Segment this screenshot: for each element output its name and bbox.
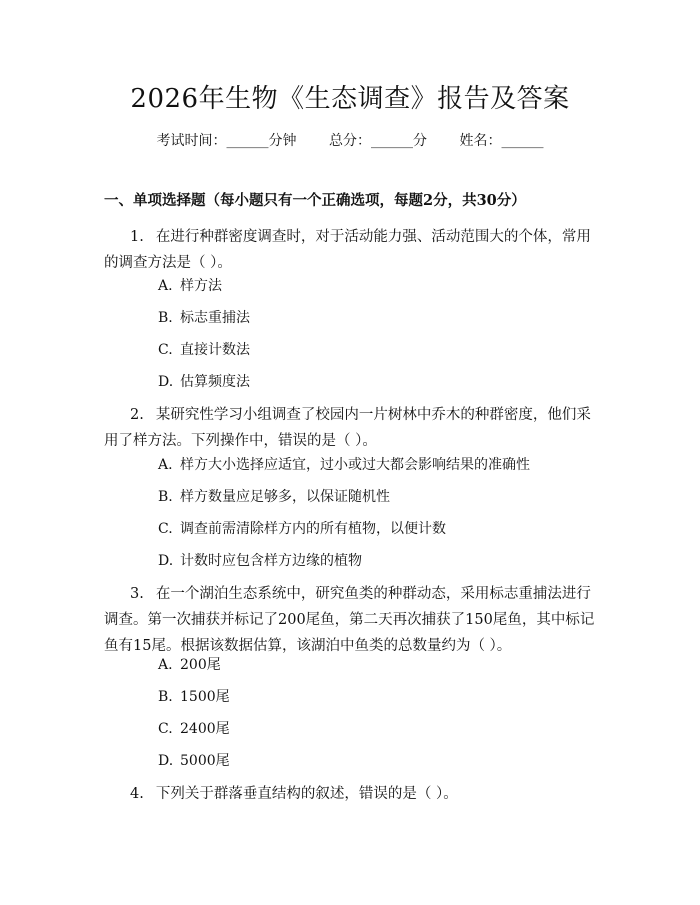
option-text: 估算频度法 [180,374,250,390]
option-3c [158,719,230,739]
option-text: 200尾 [180,657,221,673]
option-letter: B. [158,689,173,705]
option-3b [158,687,230,707]
option-letter: D. [158,553,174,569]
option-letter: B. [158,310,173,326]
question-2 [104,402,598,454]
option-letter: A. [158,457,173,473]
page-title: 2026年生物《生态调查》报告及答案 [130,84,570,114]
section-heading: 一、单项选择题（每小题只有一个正确选项，每题2分，共30分） [104,192,526,209]
option-2d [158,551,362,571]
option-letter: D. [158,753,174,769]
question-3 [104,581,598,659]
exam-meta [0,131,700,151]
student-name-field: 姓名：______ [459,133,544,149]
option-letter: C. [158,721,173,737]
option-1a [158,276,222,296]
option-text: 标志重捕法 [180,310,250,326]
option-3a [158,655,221,675]
option-text: 5000尾 [180,753,230,769]
question-text: 下列关于群落垂直结构的叙述，错误的是（ ）。 [155,786,458,802]
question-4 [104,781,598,807]
question-1 [104,224,598,276]
option-text: 2400尾 [180,721,230,737]
option-2a [158,455,530,475]
option-letter: D. [158,374,174,390]
option-letter: A. [158,278,173,294]
option-letter: B. [158,489,173,505]
question-text: 在一个湖泊生态系统中，研究鱼类的种群动态，采用标志重捕法进行调查。第一次捕获并标记了200尾鱼，第二天再次捕获了150尾鱼，其中标记鱼有15尾。根据该数据估算，该湖泊中鱼类的总数量约为（ ）。 [104,586,595,654]
option-letter: C. [158,342,173,358]
question-number: 2. [130,407,144,423]
total-score-field: 总分：______分 [329,133,427,149]
option-text: 样方数量应足够多，以保证随机性 [180,489,390,505]
question-text: 某研究性学习小组调查了校园内一片树林中乔木的种群密度，他们采用了样方法。下列操作中，错误的是（ ）。 [104,407,591,449]
option-1c [158,340,250,360]
option-text: 1500尾 [180,689,230,705]
question-number: 4. [130,786,144,802]
option-2c [158,519,446,539]
option-text: 直接计数法 [180,342,250,358]
option-1d [158,372,250,392]
option-text: 样方大小选择应适宜，过小或过大都会影响结果的准确性 [180,457,530,473]
question-number: 1. [130,229,144,245]
option-text: 计数时应包含样方边缘的植物 [180,553,362,569]
option-2b [158,487,390,507]
option-letter: C. [158,521,173,537]
option-text: 调查前需清除样方内的所有植物，以便计数 [180,521,446,537]
option-1b [158,308,250,328]
option-letter: A. [158,657,173,673]
exam-time-field: 考试时间：______分钟 [156,133,297,149]
option-3d [158,751,230,771]
question-text: 在进行种群密度调查时，对于活动能力强、活动范围大的个体，常用的调查方法是（ ）。 [104,229,591,271]
question-number: 3. [130,586,144,602]
option-text: 样方法 [180,278,222,294]
